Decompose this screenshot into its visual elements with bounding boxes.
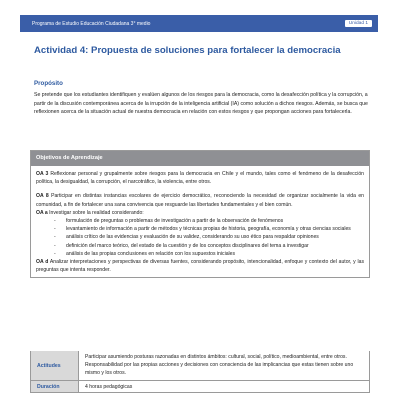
- objective-oa3: [36, 170, 364, 186]
- attitudes-row: [31, 351, 369, 380]
- oad-text: Analizar interpretaciones y perspectivas de diversas fuentes, considerando propósito, intencionalidad, enfoque y contexto del autor, y las preguntas que intenta responder.: [36, 259, 364, 274]
- oa3-code: OA 3: [36, 171, 49, 177]
- purpose-heading: Propósito: [34, 80, 63, 87]
- list-item: - formulación de preguntas o problemas de investigación a partir de la observación de fenómenos: [54, 217, 364, 225]
- unit-badge: Unidad 1: [345, 20, 372, 27]
- duration-label: Duración: [31, 381, 79, 392]
- objective-oad: [36, 258, 364, 274]
- attitudes-text: [79, 351, 369, 380]
- attitudes-label: Actitudes: [31, 351, 79, 380]
- oa3-text: Reflexionar personal y grupalmente sobre riesgos para la democracia en Chile y el mundo, tales como el fenómeno de la desafección política, la desigualdad, la corrupción, el narcotráfico, la violencia, entre otros.: [36, 171, 364, 186]
- oa8-text: Participar en distintas instancias escolares de ejercicio democrático, reconociendo la necesidad de organizar socialmente la vida en comunidad, a fin de fortalecer una sana convivencia que resguarde las libertades fundamentales y el bien común.: [36, 193, 365, 208]
- objective-oa8: [36, 192, 364, 208]
- list-item: - análisis de las propias conclusiones en relación con los supuestos iniciales: [54, 250, 364, 258]
- program-title: Programa de Estudio Educación Ciudadana 3° medio: [32, 20, 151, 27]
- objectives-table: [30, 150, 370, 278]
- duration-row: [31, 380, 369, 392]
- purpose-text: Se pretende que los estudiantes identifiquen y evalúen algunos de los riesgos para la democracia, como la desafección política y la corrupción, a partir de la discusión contemporánea acerca de la irrupción de la inteligencia artificial (IA) como solución a dichos riesgos. Además, se busca que reflexionen acerca de la situación actual de nuestra democracia en relación con estos riesgos y que propongan acciones para fortalecerla.: [34, 92, 368, 116]
- attitudes-table: [30, 351, 370, 393]
- oa8-code: OA 8: [36, 193, 49, 200]
- header-bar: [20, 15, 378, 32]
- objectives-body: [31, 166, 369, 277]
- attitude-line-2: Responsabilidad por las propias acciones y decisiones con consciencia de las implicancias que estas tienen sobre uno mismo y los otros.: [85, 361, 354, 376]
- duration-value: 4 horas pedagógicas: [85, 384, 133, 391]
- oaa-list: [36, 217, 364, 258]
- oaa-code: OA a: [36, 209, 48, 216]
- list-item: - definición del marco teórico, del estado de la cuestión y de los conceptos disciplinares del tema a investigar: [54, 242, 364, 250]
- oaa-text: Investigar sobre la realidad considerando:: [47, 209, 144, 216]
- attitude-line-1: Participar asumiendo posturas razonadas en distintos ámbitos: cultural, social, político, medioambiental, entre otros.: [85, 354, 347, 360]
- oad-code: OA d: [36, 259, 49, 266]
- activity-title: Actividad 4: Propuesta de soluciones para fortalecer la democracia: [34, 45, 341, 56]
- list-item: - levantamiento de información a partir de métodos y técnicas propias de historia, geografía, economía y otras ciencias sociales: [54, 225, 364, 233]
- objectives-heading: Objetivos de Aprendizaje: [31, 151, 369, 166]
- list-item: - análisis crítico de las evidencias y evaluación de su validez, considerando su uso ético para respaldar opiniones: [54, 233, 364, 241]
- objective-oaa: [36, 209, 364, 217]
